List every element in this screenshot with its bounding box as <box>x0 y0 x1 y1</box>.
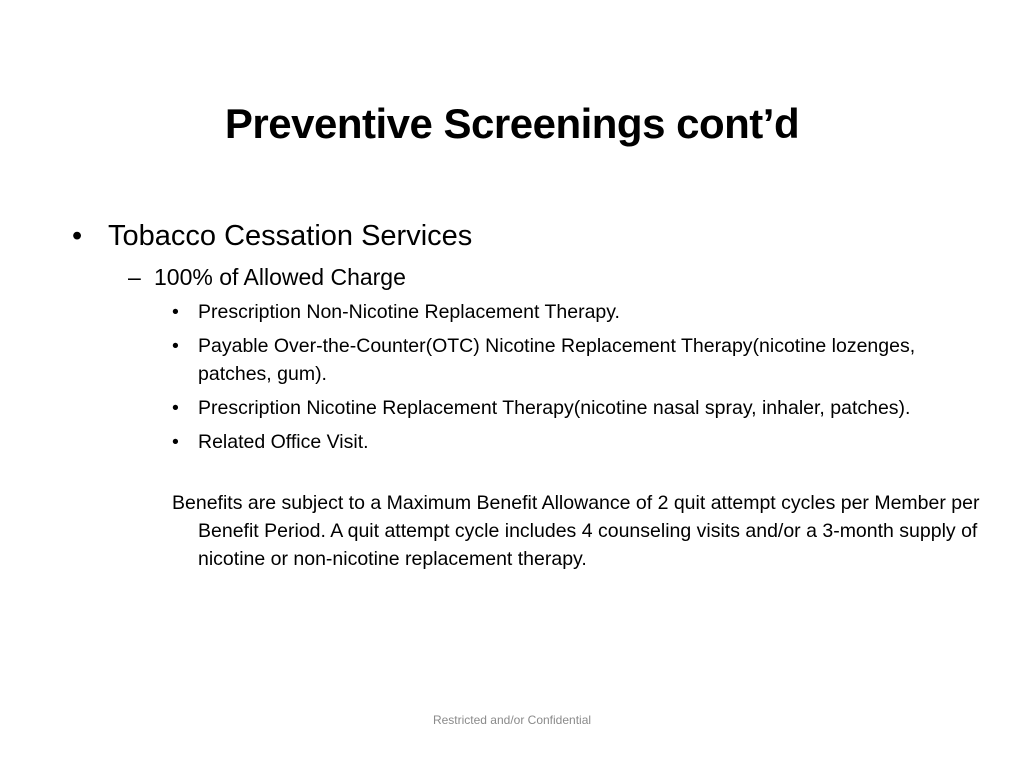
bullet-icon: • <box>72 220 83 252</box>
list-item-text: Related Office Visit. <box>198 431 369 453</box>
list-item-text: Payable Over-the-Counter(OTC) Nicotine Replacement Therapy(nicotine lozenges, patches, gum). <box>198 335 916 385</box>
bullet-icon: • <box>172 335 179 357</box>
bullet-level3-list <box>172 298 972 462</box>
bullet-icon: • <box>172 431 179 453</box>
bullet-icon: • <box>172 301 179 323</box>
bullet-icon: • <box>172 397 179 419</box>
bullet-level1-text: Tobacco Cessation Services <box>108 220 473 252</box>
bullet-level1 <box>72 216 472 256</box>
bullet-level2-text: 100% of Allowed Charge <box>154 264 406 290</box>
confidentiality-footer: Restricted and/or Confidential <box>432 713 592 727</box>
list-item <box>172 394 972 422</box>
bullet-level2 <box>128 262 406 292</box>
slide-title: Preventive Screenings cont’d <box>224 100 800 147</box>
list-item-text: Prescription Non-Nicotine Replacement Therapy. <box>198 301 620 323</box>
list-item <box>172 428 972 456</box>
dash-icon: – <box>128 264 141 290</box>
benefit-note: Benefits are subject to a Maximum Benefit Allowance of 2 quit attempt cycles per Member per Benefit Period. A quit attempt cycle includes 4 counseling visits and/or a 3-month supply of nicotine or non-nicotine replacement therapy. <box>172 492 980 570</box>
list-item <box>172 332 972 388</box>
list-item <box>172 298 972 326</box>
list-item-text: Prescription Nicotine Replacement Therapy(nicotine nasal spray, inhaler, patches). <box>198 397 911 419</box>
